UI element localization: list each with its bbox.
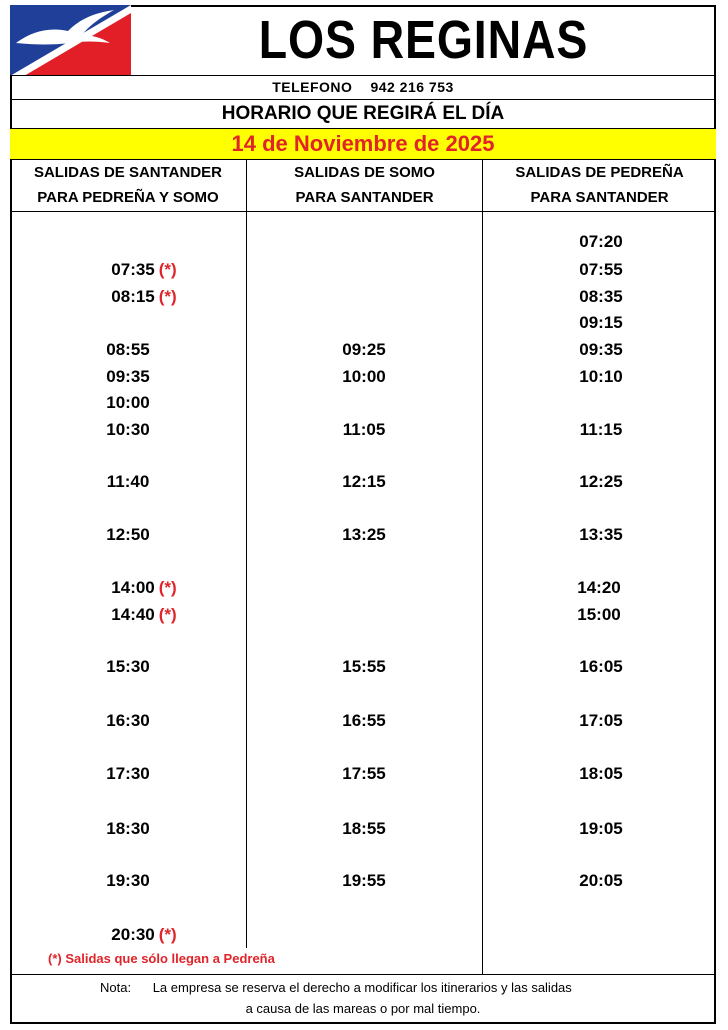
departure-time-pedrena: 16:05: [579, 657, 623, 676]
pedrena-only-mark: (*): [158, 287, 177, 306]
seagull-flag-icon: [10, 5, 131, 76]
departure-time-pedrena: 11:15: [579, 420, 623, 439]
column-header-somo: SALIDAS DE SOMO PARA SANTANDER: [294, 164, 435, 206]
departure-time-pedrena: 07:20: [579, 232, 623, 251]
departure-time-somo: 09:25: [342, 340, 386, 359]
departure-time-somo: 17:55: [342, 764, 386, 783]
column-divider: [482, 160, 483, 974]
departure-time-pedrena: 09:15: [579, 313, 623, 332]
column-header-santander: SALIDAS DE SANTANDER PARA PEDREÑA Y SOMO: [33, 164, 223, 206]
departure-time-somo: 12:15: [342, 472, 386, 491]
departure-time-somo: 18:55: [342, 819, 386, 838]
departure-time-santander: 11:40: [106, 472, 150, 491]
note-line-1: La empresa se reserva el derecho a modificar los itinerarios y las salidas: [152, 980, 572, 995]
departure-time-pedrena: 08:35: [579, 287, 623, 306]
column-divider: [246, 160, 247, 948]
departure-time-santander: 10:30: [106, 420, 150, 439]
departure-time-pedrena: 19:05: [579, 819, 623, 838]
departure-time-somo: 19:55: [342, 871, 386, 890]
departure-time-somo: 10:00: [342, 367, 386, 386]
departure-time-santander: 18:30: [106, 819, 150, 838]
phone-label: TELEFONO: [272, 79, 353, 95]
pedrena-only-mark: (*): [158, 925, 177, 944]
departure-time-somo: 13:25: [342, 525, 386, 544]
column-header-pedrena: SALIDAS DE PEDREÑA PARA SANTANDER: [515, 164, 684, 206]
pedrena-only-mark: (*): [158, 605, 177, 624]
departure-time-pedrena: 15:00: [577, 605, 621, 624]
schedule-heading: HORARIO QUE REGIRÁ EL DÍA: [221, 103, 505, 124]
pedrena-only-mark: (*): [158, 260, 177, 279]
departure-time-santander: 20:30 (*): [111, 925, 177, 944]
departure-time-pedrena: 17:05: [579, 711, 623, 730]
departure-time-santander: 16:30: [106, 711, 150, 730]
departure-time-santander: 08:15 (*): [111, 287, 177, 306]
departure-time-pedrena: 20:05: [579, 871, 623, 890]
departure-time-santander: 09:35: [106, 367, 150, 386]
departure-time-pedrena: 13:35: [579, 525, 623, 544]
phone-number: 942 216 753: [370, 79, 454, 95]
departure-time-santander: 14:40 (*): [111, 605, 177, 624]
departure-time-santander: 08:55: [106, 340, 150, 359]
pedrena-only-mark: (*): [158, 578, 177, 597]
departure-time-santander: 15:30: [106, 657, 150, 676]
departure-time-somo: 16:55: [342, 711, 386, 730]
schedule-date: 14 de Noviembre de 2025: [10, 129, 716, 159]
departure-time-somo: 11:05: [342, 420, 386, 439]
phone-row: [10, 76, 716, 98]
departure-time-somo: 15:55: [342, 657, 386, 676]
company-title: LOS REGINAS: [258, 10, 589, 70]
footnote: (*) Salidas que sólo llegan a Pedreña: [48, 951, 275, 966]
departure-time-santander: 17:30: [106, 764, 150, 783]
departure-time-pedrena: 10:10: [579, 367, 623, 386]
departure-time-santander: 14:00 (*): [111, 578, 177, 597]
departure-time-pedrena: 07:55: [579, 260, 623, 279]
departure-time-pedrena: 12:25: [579, 472, 623, 491]
departure-time-santander: 12:50: [106, 525, 150, 544]
note-label: Nota:: [100, 980, 132, 995]
divider: [10, 211, 716, 212]
departure-time-pedrena: 09:35: [579, 340, 623, 359]
departure-time-pedrena: 14:20: [577, 578, 621, 597]
departure-time-santander: 10:00: [106, 393, 150, 412]
departure-time-santander: 19:30: [106, 871, 150, 890]
departure-time-santander: 07:35 (*): [111, 260, 177, 279]
divider: [10, 974, 716, 975]
departure-time-pedrena: 18:05: [579, 764, 623, 783]
note-line-2: a causa de las mareas o por mal tiempo.: [245, 1001, 481, 1016]
